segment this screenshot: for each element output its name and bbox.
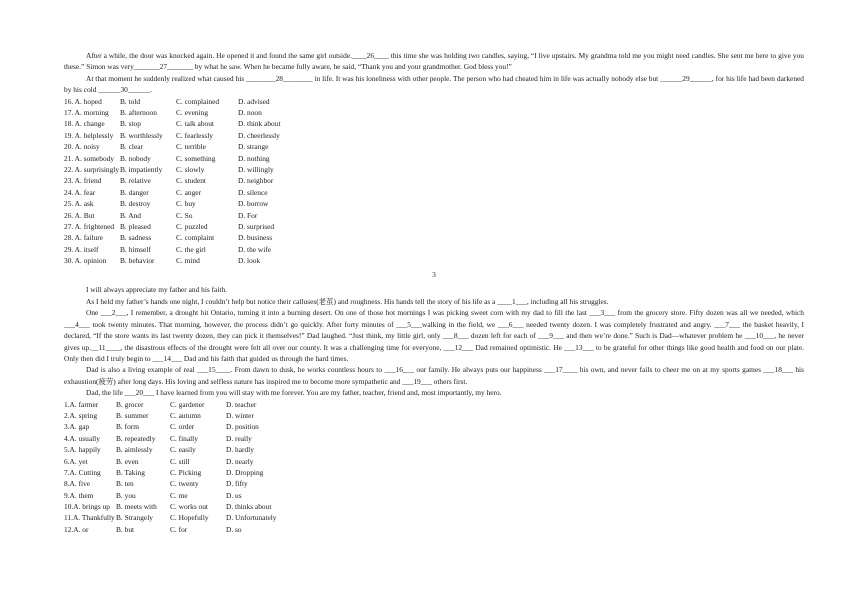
option-a: 24. A. fear bbox=[64, 187, 96, 197]
options-list-a bbox=[64, 96, 804, 267]
option-c: C. order bbox=[170, 422, 195, 432]
option-d: D. cheerlessly bbox=[238, 130, 280, 140]
option-c: C. complained bbox=[176, 96, 220, 106]
option-c: C. something bbox=[176, 153, 216, 163]
passage-a bbox=[64, 50, 804, 96]
option-a: 28. A. failure bbox=[64, 233, 103, 243]
option-b: B. summer bbox=[116, 410, 149, 420]
option-b: B. even bbox=[116, 456, 139, 466]
option-row bbox=[64, 153, 804, 164]
paragraph: After a while, the door was knocked again. He opened it and found the same girl outside.____26____ this time she was holding two candles, saying, “I live upstairs. My grandma told me you might need candles. She sent me here to give you these.” Simon was very_______27_______ by what he saw. When he became fully aware, he said, “Thank you and your grandmother. God bless you!” bbox=[64, 51, 804, 72]
option-a: 17. A. morning bbox=[64, 108, 109, 118]
option-d: D. silence bbox=[238, 187, 268, 197]
option-b: B. but bbox=[116, 524, 135, 534]
option-d: D. borrow bbox=[238, 199, 269, 209]
option-b: B. meets with bbox=[116, 502, 157, 512]
option-d: D. nothing bbox=[238, 153, 270, 163]
option-b: B. danger bbox=[120, 187, 149, 197]
option-row bbox=[64, 444, 804, 455]
option-a: 6.A. yet bbox=[64, 456, 88, 466]
option-b: B. ten bbox=[116, 479, 134, 489]
option-c: C. fearlessly bbox=[176, 130, 213, 140]
option-c: C. the girl bbox=[176, 244, 206, 254]
option-row bbox=[64, 164, 804, 175]
option-row bbox=[64, 175, 804, 186]
option-a: 8.A. five bbox=[64, 479, 91, 489]
option-a: 11.A. Thankfully bbox=[64, 513, 115, 523]
option-row bbox=[64, 255, 804, 266]
option-d: D. us bbox=[226, 490, 242, 500]
option-b: B. nobody bbox=[120, 153, 151, 163]
option-d: D. fifty bbox=[226, 479, 248, 489]
option-b: B. repeatedly bbox=[116, 433, 156, 443]
option-row bbox=[64, 467, 804, 478]
option-d: D. Unfortunately bbox=[226, 513, 277, 523]
option-c: C. terrible bbox=[176, 142, 206, 152]
option-c: C. complaint bbox=[176, 233, 215, 243]
option-c: C. gardener bbox=[170, 399, 205, 409]
option-b: B. afternoon bbox=[120, 108, 157, 118]
option-b: B. Strangely bbox=[116, 513, 153, 523]
option-a: 22. A. surprisingly bbox=[64, 164, 120, 174]
option-b: B. pleased bbox=[120, 221, 151, 231]
option-row bbox=[64, 512, 804, 523]
option-d: D. position bbox=[226, 422, 259, 432]
option-row bbox=[64, 421, 804, 432]
option-row bbox=[64, 490, 804, 501]
option-d: D. the wife bbox=[238, 244, 272, 254]
option-c: C. autumn bbox=[170, 410, 201, 420]
option-a: 12.A. or bbox=[64, 524, 89, 534]
option-d: D. so bbox=[226, 524, 242, 534]
option-d: D. teacher bbox=[226, 399, 257, 409]
option-a: 4.A. usually bbox=[64, 433, 100, 443]
option-b: B. destroy bbox=[120, 199, 151, 209]
option-row bbox=[64, 141, 804, 152]
option-b: B. clear bbox=[120, 142, 143, 152]
option-c: C. Picking bbox=[170, 467, 202, 477]
option-a: 3.A. gap bbox=[64, 422, 90, 432]
option-a: 27. A. frightened bbox=[64, 221, 115, 231]
option-c: C. me bbox=[170, 490, 188, 500]
options-list-b bbox=[64, 399, 804, 536]
option-row bbox=[64, 433, 804, 444]
option-c: C. finally bbox=[170, 433, 198, 443]
option-b: B. aimlessly bbox=[116, 445, 153, 455]
option-d: D. winter bbox=[226, 410, 254, 420]
paragraph: Dad, the life ___20___ I have learned from you will stay with me forever. You are my father, teacher, friend and, most importantly, my hero. bbox=[86, 388, 502, 398]
option-d: D. neighbor bbox=[238, 176, 274, 186]
option-c: C. mind bbox=[176, 256, 200, 266]
option-a: 26. A. But bbox=[64, 210, 95, 220]
option-c: C. works out bbox=[170, 502, 208, 512]
option-row bbox=[64, 524, 804, 535]
option-d: D. thinks about bbox=[226, 502, 272, 512]
option-b: B. himself bbox=[120, 244, 151, 254]
option-b: B. impatiently bbox=[120, 164, 163, 174]
option-c: C. slowly bbox=[176, 164, 205, 174]
option-row bbox=[64, 96, 804, 107]
paragraph: As I held my father’s hands one night, I couldn’t help but notice their calluses(老茧) and roughness. His hands tell the story of his life as a ____1___, including all his struggles. bbox=[86, 296, 609, 306]
option-d: D. advised bbox=[238, 96, 270, 106]
option-c: C. So bbox=[176, 210, 193, 220]
option-a: 9.A. them bbox=[64, 490, 94, 500]
option-d: D. look bbox=[238, 256, 261, 266]
option-c: C. twenty bbox=[170, 479, 199, 489]
option-a: 10.A. brings up bbox=[64, 502, 110, 512]
option-a: 18. A. change bbox=[64, 119, 105, 129]
option-row bbox=[64, 198, 804, 209]
option-row bbox=[64, 221, 804, 232]
option-row bbox=[64, 232, 804, 243]
option-row bbox=[64, 399, 804, 410]
option-b: B. grocer bbox=[116, 399, 144, 409]
option-d: D. noon bbox=[238, 108, 262, 118]
paragraph: One ___2___, I remember, a drought hit Ontario, turning it into a burning desert. On one of those hot mornings I was picking sweet corn with my dad to fill the last ___3___ from the grocery store. Fifty dozen was all we needed, which ___4___ took twenty minutes. That morning, however, the process didn’t go quickly. After forty minutes of ___5___walking in the field, we ___6___ needed twenty dozen. I was completely frustrated and angry. ___7___ the basket heavily, I declared, “If the store wants its last twenty dozen, they can pick it themselves!” Dad laughed. “Just think, my little girl, only ___8___ dozen left for each of ___9___ and then we’re done.” Such is Dad—whatever problem he ___10___, he never gives up.__11____, the disastrous effects of the drought were felt all over our county. It was a challenging time for everyone, ___12___ Dad remained optimistic. He ___13___ to be grateful for other things like good health and food on our plate. Only then did I truly begin to ___14___ Dad and his faith that guided us through the hard times. bbox=[64, 308, 804, 363]
option-row bbox=[64, 130, 804, 141]
option-row bbox=[64, 456, 804, 467]
option-a: 1.A. farmer bbox=[64, 399, 99, 409]
option-a: 2.A. spring bbox=[64, 410, 98, 420]
option-c: C. buy bbox=[176, 199, 196, 209]
option-b: B. form bbox=[116, 422, 139, 432]
option-d: D. think about bbox=[238, 119, 281, 129]
option-d: D. surprised bbox=[238, 221, 275, 231]
option-row bbox=[64, 410, 804, 421]
passage-b bbox=[64, 284, 804, 398]
option-row bbox=[64, 478, 804, 489]
option-c: C. for bbox=[170, 524, 188, 534]
option-d: D. willingly bbox=[238, 164, 274, 174]
option-a: 23. A. friend bbox=[64, 176, 102, 186]
option-c: C. student bbox=[176, 176, 206, 186]
option-d: D. strange bbox=[238, 142, 269, 152]
option-b: B. relative bbox=[120, 176, 151, 186]
option-d: D. really bbox=[226, 433, 252, 443]
option-b: B. worthlessly bbox=[120, 130, 163, 140]
option-b: B. Taking bbox=[116, 467, 145, 477]
option-a: 7.A. Cutting bbox=[64, 467, 101, 477]
option-b: B. stop bbox=[120, 119, 141, 129]
option-c: C. still bbox=[170, 456, 190, 466]
option-c: C. talk about bbox=[176, 119, 214, 129]
option-d: D. Dropping bbox=[226, 467, 264, 477]
option-c: C. evening bbox=[176, 108, 209, 118]
paragraph: Dad is also a living example of real ___15____. From dawn to dusk, he works countless hours to ___16___ our family. He always puts our happiness ___17____ his own, and never fails to cheer me on at my sports games ___18___ his exhaustion(疲劳) after long days. His loving and selfless nature has inspired me to become more sympathetic and ___19___ others first. bbox=[64, 365, 804, 386]
section-number: 3 bbox=[432, 270, 436, 280]
option-c: C. Hopefully bbox=[170, 513, 209, 523]
option-row bbox=[64, 107, 804, 118]
option-c: C. easily bbox=[170, 445, 196, 455]
paragraph: At that moment he suddenly realized what caused his ________28________ in life. It was his loneliness with other people. The person who had cheated him in life was actually nobody else but ______29______, for his life had been darkened by his cold ______30______. bbox=[64, 73, 804, 95]
option-d: D. hardly bbox=[226, 445, 254, 455]
paragraph: I will always appreciate my father and his faith. bbox=[86, 285, 227, 295]
option-row bbox=[64, 210, 804, 221]
option-a: 29. A. itself bbox=[64, 244, 99, 254]
option-a: 5.A. happily bbox=[64, 445, 101, 455]
option-row bbox=[64, 244, 804, 255]
option-d: D. nearly bbox=[226, 456, 254, 466]
option-a: 20. A. noisy bbox=[64, 142, 100, 152]
option-b: B. told bbox=[120, 96, 141, 106]
option-a: 30. A. opinion bbox=[64, 256, 107, 266]
option-b: B. And bbox=[120, 210, 141, 220]
option-row bbox=[64, 187, 804, 198]
option-a: 25. A. ask bbox=[64, 199, 94, 209]
option-a: 16. A. hoped bbox=[64, 96, 102, 106]
option-a: 19. A. helplessly bbox=[64, 130, 114, 140]
option-row bbox=[64, 501, 804, 512]
option-d: D. For bbox=[238, 210, 258, 220]
option-d: D. business bbox=[238, 233, 273, 243]
option-b: B. you bbox=[116, 490, 136, 500]
worksheet-page bbox=[64, 50, 804, 535]
option-c: C. puzzled bbox=[176, 221, 208, 231]
option-b: B. behavior bbox=[120, 256, 155, 266]
option-a: 21. A. somebody bbox=[64, 153, 115, 163]
option-c: C. anger bbox=[176, 187, 202, 197]
option-b: B. sadness bbox=[120, 233, 152, 243]
option-row bbox=[64, 118, 804, 129]
